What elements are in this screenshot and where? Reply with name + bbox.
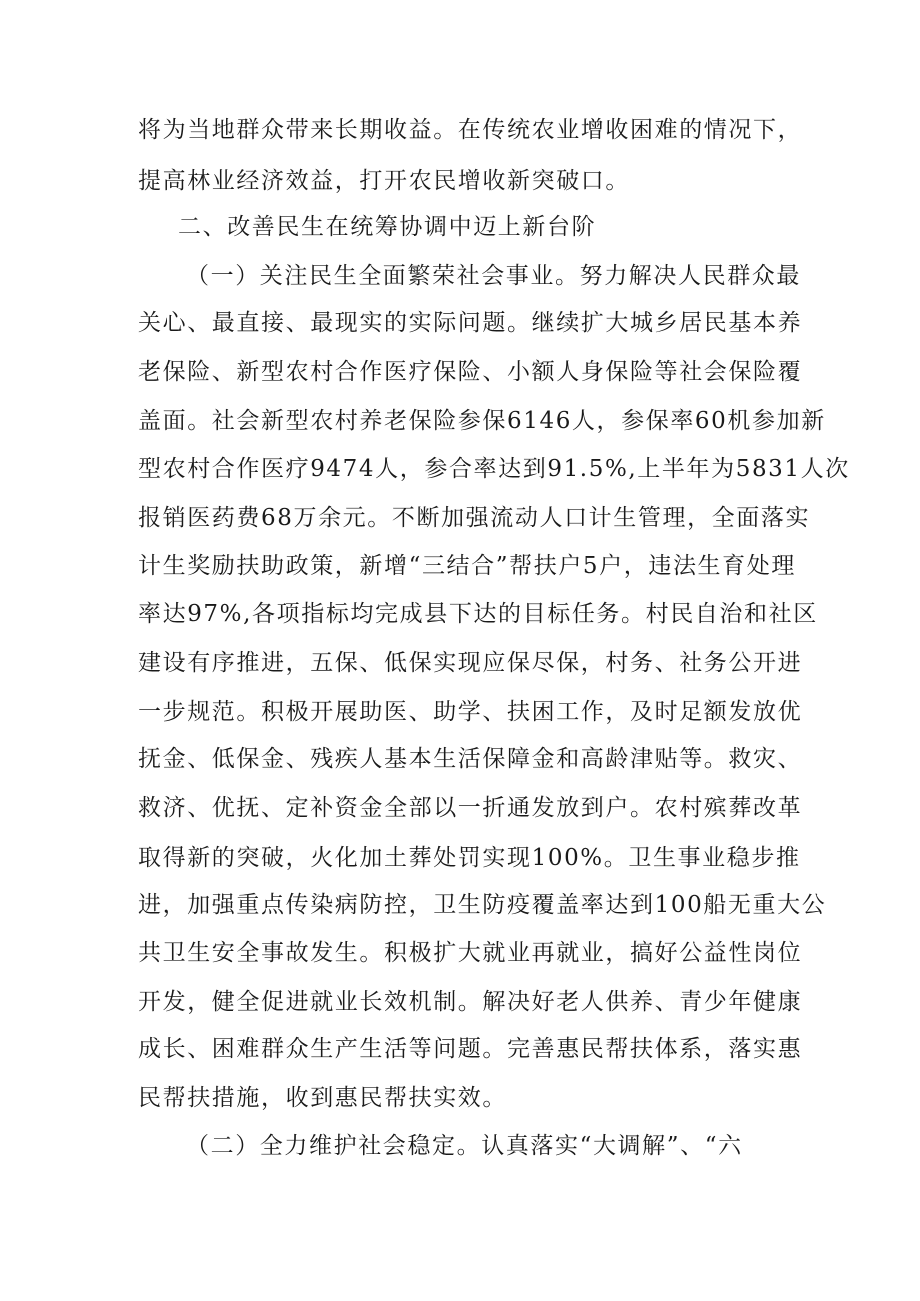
paragraph-1-start: （一）关注民生全面繁荣社会事业。努力解决人民群众最 [186,263,801,289]
paragraph-2-start: （二）全力维护社会稳定。认真落实“大调解”、“六 [186,1133,743,1159]
text-line-10: 计生奖励扶助政策，新增“三结合”帮扶户5户，违法生育处理 [138,553,796,579]
text-line-16: 取得新的突破，火化加土葬处罚实现100%。卫生事业稳步推 [138,845,801,871]
text-line-5: 关心、最直接、最现实的实际问题。继续扩大城乡居民基本养 [138,310,803,336]
text-line-2: 提高林业经济效益，打开农民增收新突破口。 [138,168,630,194]
text-line-8: 型农村合作医疗9474人，参合率达到91.5%,上半年为5831人次 [138,456,850,482]
text-line-13: 一步规范。积极开展助医、助学、扶困工作，及时足额发放优 [138,699,803,725]
text-line-7: 盖面。社会新型农村养老保险参保6146人，参保率60机参加新 [138,408,826,434]
text-line-20: 成长、困难群众生产生活等问题。完善惠民帮扶体系，落实惠 [138,1036,803,1062]
text-line-9: 报销医药费68万余元。不断加强流动人口计生管理，全面落实 [138,505,811,531]
text-line-11: 率达97%,各项指标均完成县下达的目标任务。村民自治和社区 [138,601,818,627]
text-line-6: 老保险、新型农村合作医疗保险、小额人身保险等社会保险覆 [138,359,803,385]
text-line-14: 抚金、低保金、残疾人基本生活保障金和高龄津贴等。救灾、 [138,746,803,772]
text-line-1: 将为当地群众带来长期收益。在传统农业增收困难的情况下， [138,117,803,143]
text-line-21: 民帮扶措施，收到惠民帮扶实效。 [138,1085,507,1111]
text-line-19: 开发，健全促进就业长效机制。解决好老人供养、青少年健康 [138,989,803,1015]
section-heading: 二、改善民生在统筹协调中迈上新台阶 [178,214,597,240]
text-line-12: 建设有序推进，五保、低保实现应保尽保，村务、社务公开进 [138,650,803,676]
text-line-15: 救济、优抚、定补资金全部以一折通发放到户。农村殡葬改革 [138,795,803,821]
text-line-18: 共卫生安全事故发生。积极扩大就业再就业，搞好公益性岗位 [138,940,803,966]
text-line-17: 进，加强重点传染病防控，卫生防疫覆盖率达到100船无重大公 [138,892,827,918]
